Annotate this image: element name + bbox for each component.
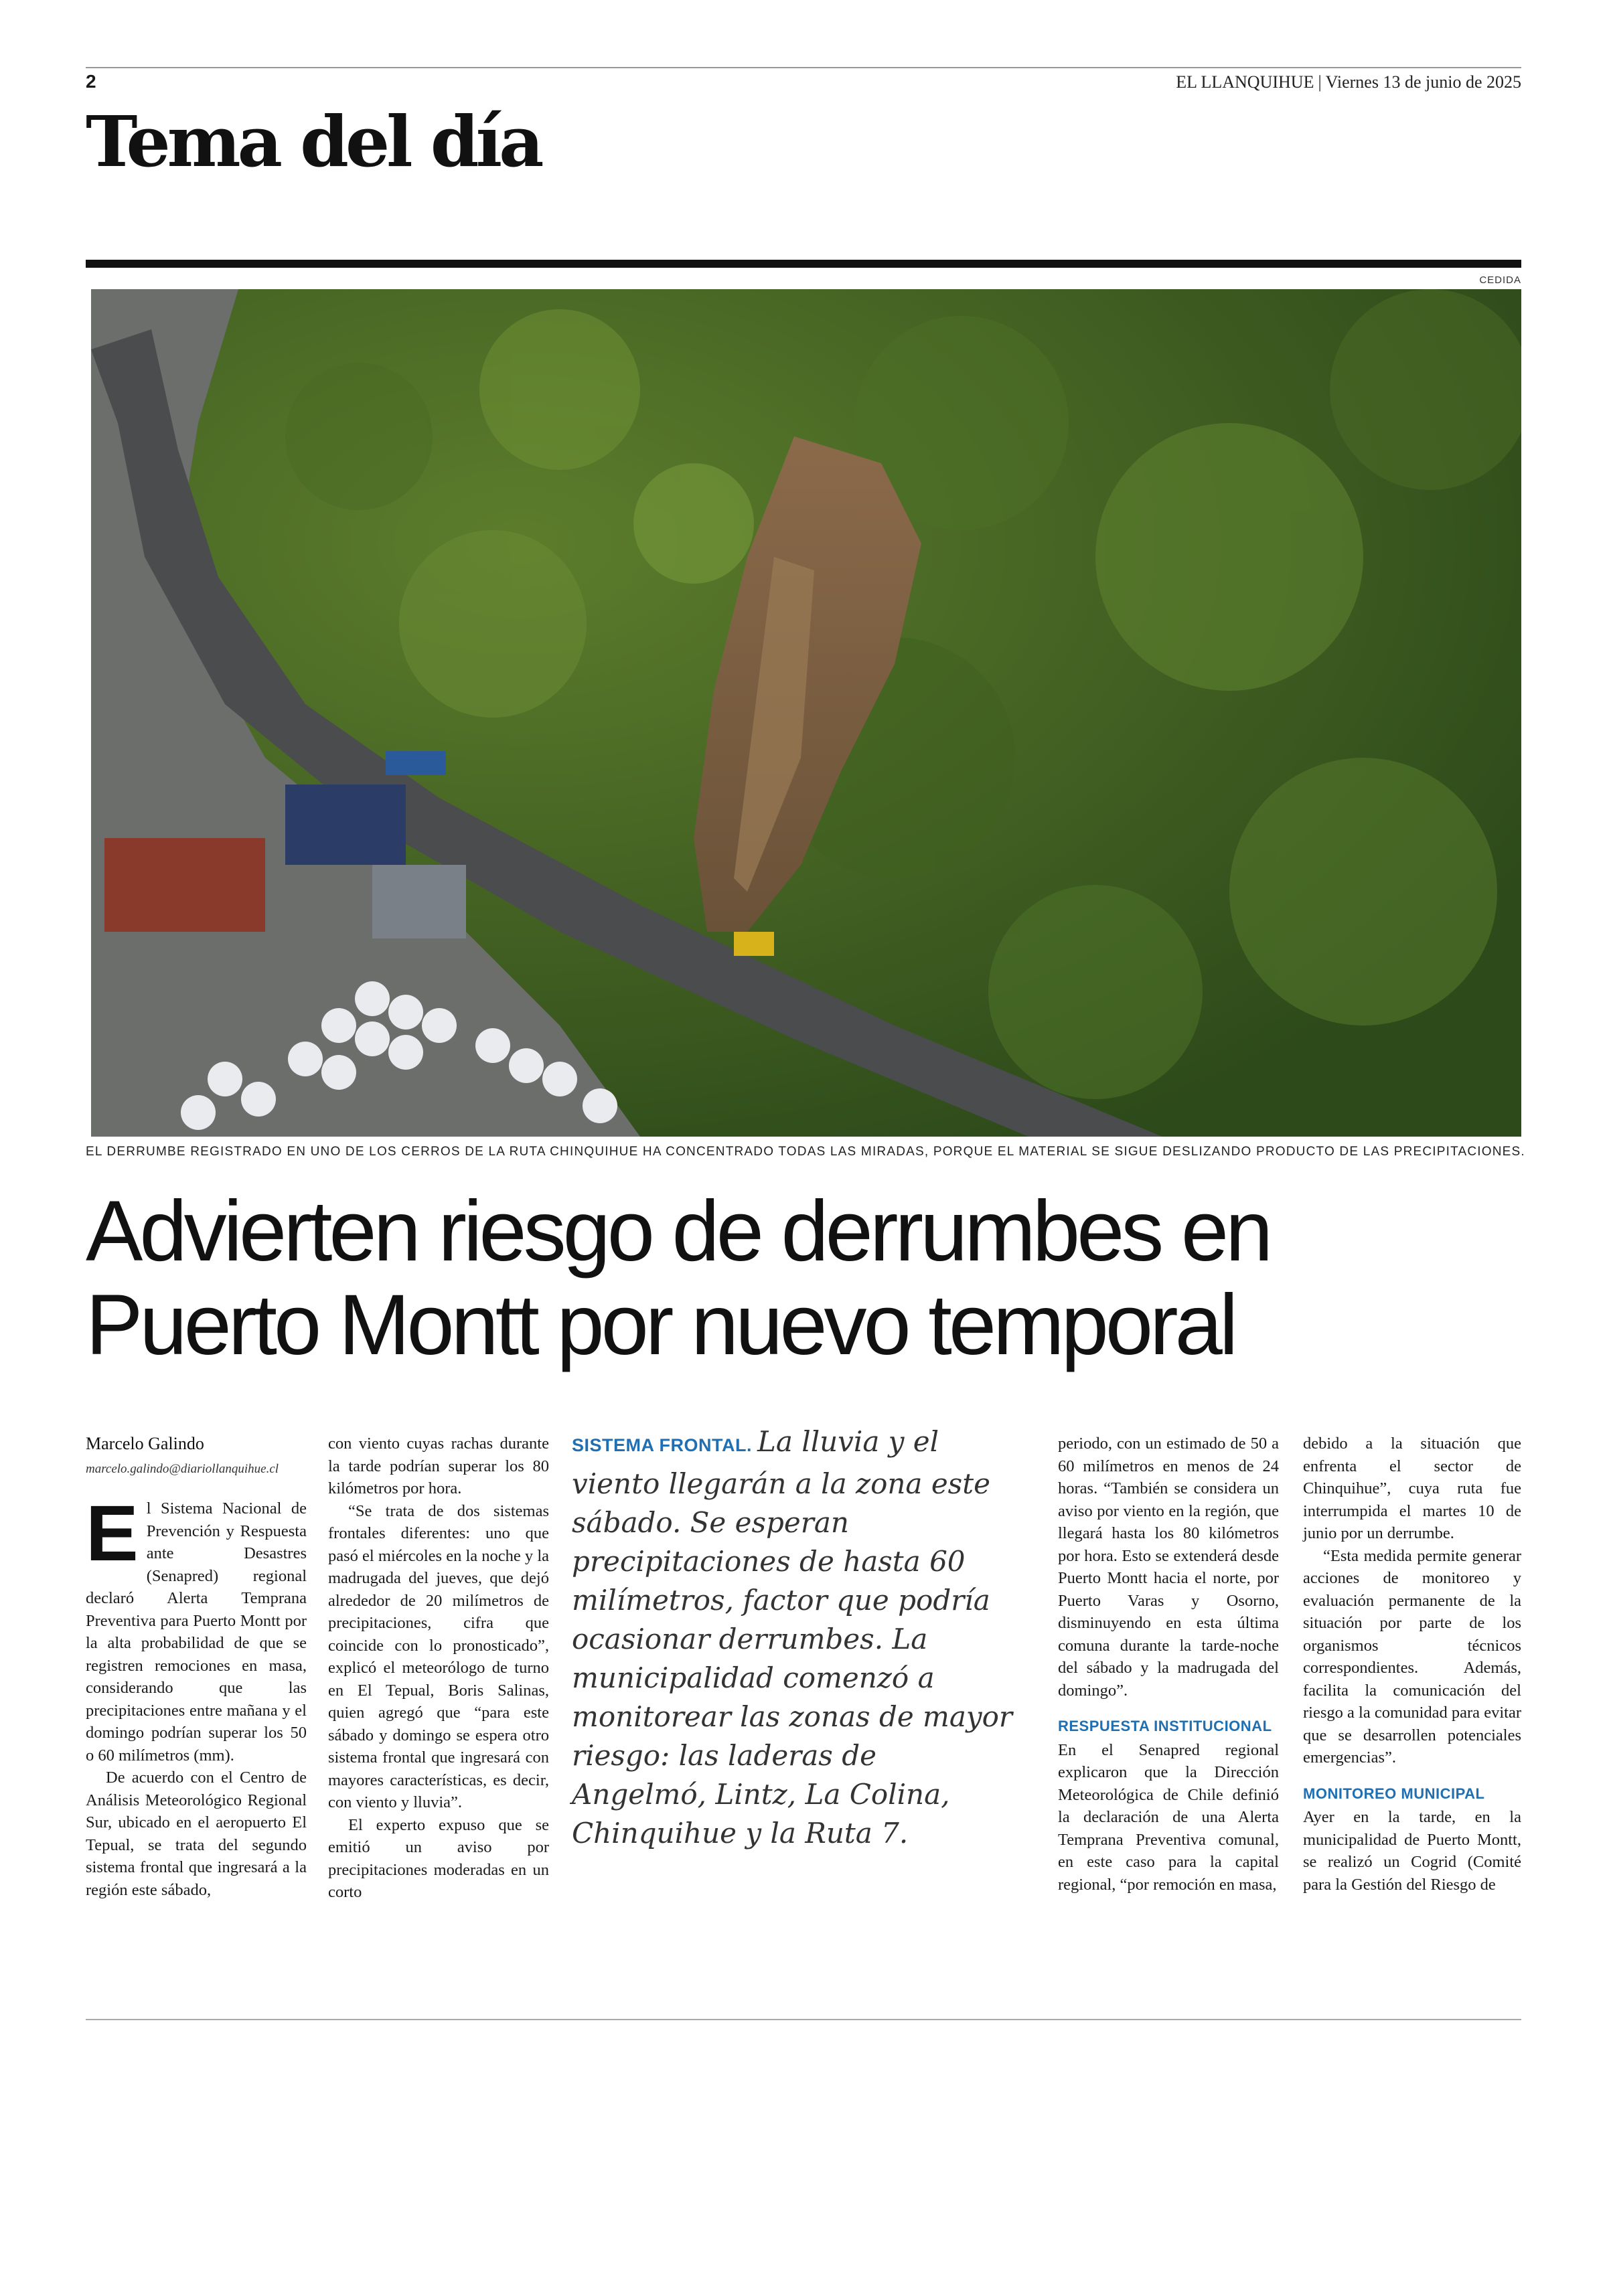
paragraph-text: l Sistema Nacional de Prevención y Respuesta ante Desastres (Senapred) regional declaró Alerta Temprana Preventiva para Puerto Montt por la alta probabilidad de que se registren remociones en masa, considerando que las precipitaciones entre mañana y el domingo podrían superar los 50 o 60 milímetros (mm). [86,1499,307,1765]
paragraph: “Se trata de dos sistemas frontales diferentes: uno que pasó el miércoles en la noche y la madrugada del jueves, que dejó alrededor de 20 milímetros de precipitaciones, cifra que coincide con lo pronosticado”, explicó el meteorólogo de turno en El Tepual, Boris Salinas, quien agregó que “para este sábado y domingo se espera otro sistema frontal que ingresará con mayores características, es decir, con viento y lluvia”. [328,1501,549,1811]
publication-name: EL LLANQUIHUE [1176,72,1314,92]
article-column-1 [86,1432,307,1901]
article-column-4 [1058,1432,1279,1896]
headline-line-2: Puerto Montt por nuevo temporal [86,1277,1235,1373]
page-number: 2 [86,71,96,92]
headline-line-1: Advierten riesgo de derrumbes en [86,1183,1270,1279]
landslide-aerial-photo [91,289,1521,1137]
paragraph: con viento cuyas rachas durante la tarde podrían superar los 80 kilómetros por hora. [328,1434,549,1497]
author-name: Marcelo Galindo [86,1434,204,1453]
section-title: Tema del día [86,100,541,183]
paragraph: En el Senapred regional explicaron que la Dirección Meteorológica de Chile definió la declaración de una Alerta Temprana Preventiva comunal, en este caso para la capital regional, “por remoción en masa, [1058,1740,1279,1894]
top-rule [86,67,1521,68]
paragraph: “Esta medida permite generar acciones de monitoreo y evaluación permanente de la situación por parte de los organismos técnicos correspondientes. Además, facilita la comunicación del riesgo a la comunidad para evitar que se desarrollen potenciales emergencias”. [1303,1546,1521,1767]
masthead-separator: | [1318,72,1322,92]
lead-label: SISTEMA FRONTAL. [572,1435,752,1455]
photo-credit: CEDIDA [1479,274,1521,286]
article-column-5 [1303,1432,1521,1896]
bottom-rule [86,2019,1521,2020]
lead-text: La lluvia y el viento llegarán a la zona este sábado. Se esperan precipitaciones de hasta 60 milímetros, factor que podría ocasionar derrumbes. La municipalidad comenzó a monitorear las zonas de mayor riesgo: las laderas de Angelmó, Lintz, La Colina, Chinquihue y la Ruta 7. [572,1425,1012,1850]
section-rule [86,260,1521,268]
paragraph: debido a la situación que enfrenta el sector de Chinquihue”, cuya ruta fue interrumpida el martes 10 de junio por un derrumbe. [1303,1434,1521,1542]
photo-caption: EL DERRUMBE REGISTRADO EN UNO DE LOS CERROS DE LA RUTA CHINQUIHUE HA CONCENTRADO TODAS LAS MIRADAS, PORQUE EL MATERIAL SE SIGUE DESLIZANDO PRODUCTO DE LAS PRECIPITACIONES. [86,1145,1525,1159]
paragraph [86,1489,307,1767]
author-email[interactable]: marcelo.galindo@diariollanquihue.cl [86,1461,279,1476]
article-column-2 [328,1432,549,1904]
paragraph: Ayer en la tarde, en la municipalidad de Puerto Montt, se realizó un Cogrid (Comité para la Gestión del Riesgo de [1303,1808,1521,1894]
article-headline [86,1185,1532,1372]
issue-date: Viernes 13 de junio de 2025 [1325,72,1521,92]
paragraph: periodo, con un estimado de 50 a 60 milímetros en menos de 24 horas. “También se considera un aviso por viento en la región, que llegará hasta los 80 kilómetros por hora. Esto se extenderá desde Puerto Montt hacia el norte, por Puerto Varas y Osorno, disminuyendo en esta última comuna durante la tarde-noche del sábado y la madrugada del domingo”. [1058,1434,1279,1700]
masthead [1176,72,1521,92]
drop-cap: E [86,1489,139,1578]
paragraph: El experto expuso que se emitió un aviso por precipitaciones moderadas en un corto [328,1815,549,1901]
subheading: MONITOREO MUNICIPAL [1303,1785,1485,1802]
paragraph: De acuerdo con el Centro de Análisis Meteorológico Regional Sur, ubicado en el aeropuerto El Tepual, se trata del segundo sistema frontal que ingresará a la región este sábado, [86,1769,307,1899]
subheading: RESPUESTA INSTITUCIONAL [1058,1718,1272,1734]
article-lead [572,1422,1014,1853]
